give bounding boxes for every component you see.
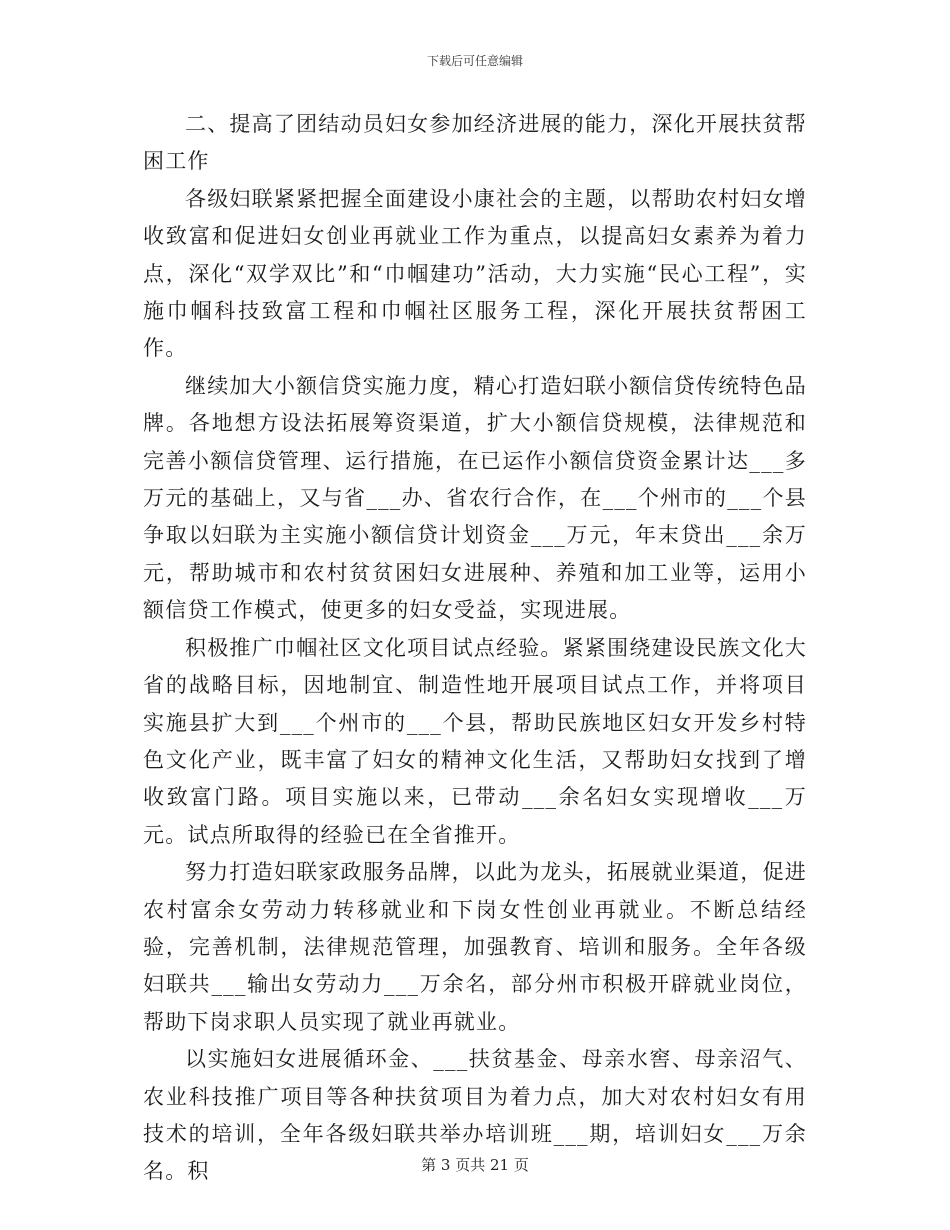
body-paragraph: 各级妇联紧紧把握全面建设小康社会的主题，以帮助农村妇女增收致富和促进妇女创业再就业工作为重点，以提高妇女素养为着力点，深化“双学双比”和“巾帼建功”活动，大力实施“民心工程”，实施巾帼科技致富工程和巾帼社区服务工程，深化开展扶贫帮困工作。 (143, 186, 807, 361)
body-paragraph: 努力打造妇联家政服务品牌，以此为龙头，拓展就业渠道，促进农村富余女劳动力转移就业和下岗女性创业再就业。不断总结经验，完善机制，法律规范管理，加强教育、培训和服务。全年各级妇联共___输出女劳动力___万余名，部分州市积极开辟就业岗位，帮助下岗求职人员实现了就业再就业。 (143, 860, 807, 1034)
page-footer: 第 3 页共 21 页 (421, 1156, 529, 1174)
body-paragraph: 以实施妇女进展循环金、___扶贫基金、母亲水窖、母亲沼气、农业科技推广项目等各种扶贫项目为着力点，加大对农村妇女有用技术的培训，全年各级妇联共举办培训班___期，培训妇女___万余名。积 (143, 1047, 807, 1184)
body-paragraph: 积极推广巾帼社区文化项目试点经验。紧紧围绕建设民族文化大省的战略目标，因地制宜、制造性地开展项目试点工作，并将项目实施县扩大到___个州市的___个县，帮助民族地区妇女开发乡村特色文化产业，既丰富了妇女的精神文化生活，又帮助妇女找到了增收致富门路。项目实施以来，已带动___余名妇女实现增收___万元。试点所取得的经验已在全省推开。 (143, 635, 807, 847)
body-paragraph: 继续加大小额信贷实施力度，精心打造妇联小额信贷传统特色品牌。各地想方设法拓展筹资渠道，扩大小额信贷规模，法律规范和完善小额信贷管理、运行措施，在已运作小额信贷资金累计达___多万元的基础上，又与省___办、省农行合作，在___个州市的___个县争取以妇联为主实施小额信贷计划资金___万元，年末贷出___余万元，帮助城市和农村贫贫困妇女进展种、养殖和加工业等，运用小额信贷工作模式，使更多的妇女受益，实现进展。 (143, 373, 807, 623)
section-heading: 二、提高了团结动员妇女参加经济进展的能力，深化开展扶贫帮困工作 (143, 112, 807, 174)
page-header: 下载后可任意编辑 (426, 54, 523, 68)
document-body (143, 106, 807, 1191)
